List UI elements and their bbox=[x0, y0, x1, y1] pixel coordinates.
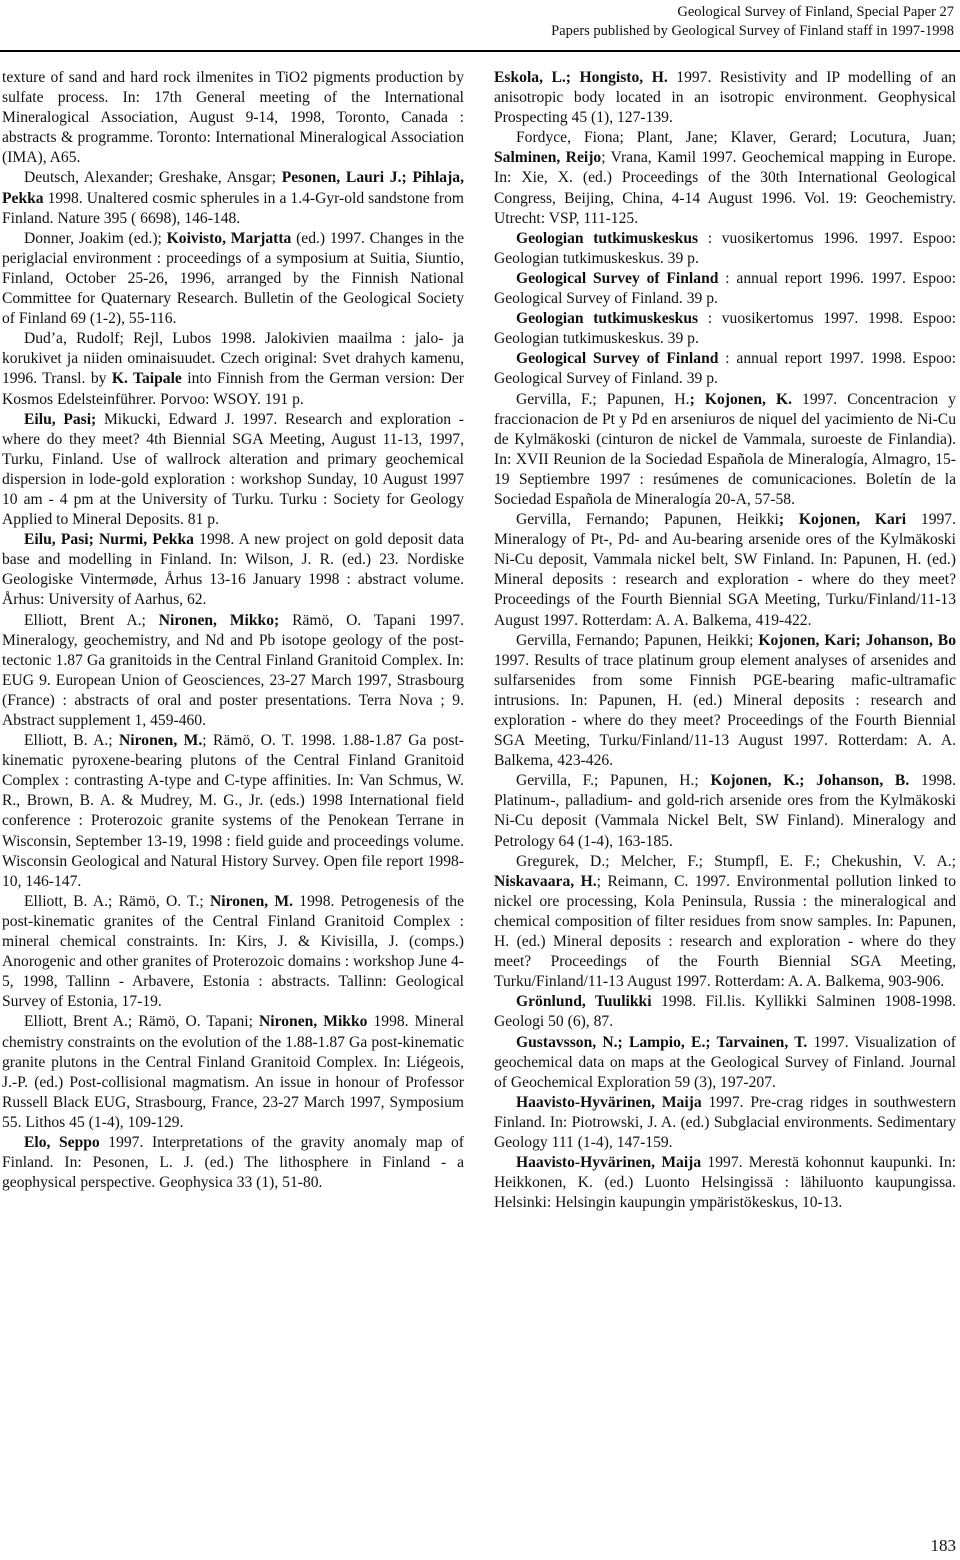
reference-text: : vuosikertomus 1996. 1997. Espoo: Geologian tutkimuskeskus. 39 p. bbox=[494, 229, 957, 267]
reference-text: 1997. Resistivity and IP modelling of an anisotropic body located in an isotropic environment. Geophysical Prospecting 45 (1), 127-139. bbox=[494, 69, 956, 127]
author-name: Haavisto-Hyvärinen, Maija bbox=[516, 1154, 702, 1172]
author-name: Nironen, M. bbox=[209, 892, 294, 910]
reference-text: 1997. Results of trace platinum group element analyses of arsenides and sulfarsenides from some Finnish PGE-bearing mafic-ultramafic intrusions. In: Papunen, H. (ed.) Mineral deposits : research and exploration - where do they meet? Proceedings of the Fourth Biennial SGA Meeting, Turku/Finland/11-13 August 1997. Rotterdam: A. A. Balkema, 423-426. bbox=[494, 651, 956, 770]
reference-entry bbox=[2, 1133, 464, 1193]
page-number: 183 bbox=[930, 1536, 956, 1555]
author-name: Nironen, Mikko bbox=[259, 1013, 368, 1031]
author-name: Gustavsson, N.; Lampio, E.; Tarvainen, T. bbox=[516, 1033, 808, 1051]
reference-text: Fordyce, Fiona; Plant, Jane; Klaver, Gerard; Locutura, Juan; bbox=[516, 129, 956, 147]
reference-text: 1997. Merestä kohonnut kaupunki. In: Heikkonen, K. (ed.) Luonto Helsingissä : lähiluonto kaupungissa. Helsinki: Helsingin kaupungin ympäristökeskus, 10-13. bbox=[494, 1154, 956, 1212]
header-subtitle: Papers published by Geological Survey of Finland staff in 1997-1998 bbox=[551, 23, 954, 39]
reference-text: Gregurek, D.; Melcher, F.; Stumpfl, E. F.; Chekushin, V. A.; bbox=[516, 852, 956, 870]
reference-text: Gervilla, Fernando; Papunen, Heikki bbox=[516, 511, 779, 529]
reference-entry bbox=[494, 510, 956, 631]
reference-entry bbox=[2, 329, 464, 409]
reference-entry bbox=[2, 611, 464, 732]
reference-text: : annual report 1996. 1997. Espoo: Geological Survey of Finland. 39 p. bbox=[494, 269, 956, 308]
author-name: Kojonen, Kari; Johanson, Bo bbox=[758, 631, 956, 649]
reference-entry bbox=[494, 1153, 956, 1213]
reference-entry bbox=[2, 530, 464, 610]
reference-text: : vuosikertomus 1997. 1998. Espoo: Geologian tutkimuskeskus. 39 p. bbox=[494, 310, 957, 348]
reference-text: Elliott, B. A.; Rämö, O. T.; bbox=[24, 892, 210, 910]
running-header bbox=[551, 3, 954, 41]
author-name: Nironen, Mikko; bbox=[158, 611, 280, 629]
reference-entry bbox=[2, 229, 464, 329]
reference-entry bbox=[2, 892, 464, 1013]
reference-entry bbox=[494, 1033, 956, 1093]
reference-entry bbox=[494, 309, 956, 349]
author-name: Eskola, L.; Hongisto, H. bbox=[494, 69, 668, 86]
author-name: Geologian tutkimuskeskus bbox=[516, 310, 699, 328]
author-name: Geologian tutkimuskeskus bbox=[516, 229, 699, 247]
author-name: ; Kojonen, K. bbox=[689, 390, 792, 408]
author-name: Elo, Seppo bbox=[24, 1133, 100, 1151]
author-name: Pesonen, Lauri J.; Pihlaja, Pekka bbox=[2, 169, 464, 207]
reference-entry bbox=[2, 168, 464, 228]
reference-text: 1998. Fil.lis. Kyllikki Salminen 1908-1998. Geologi 50 (6), 87. bbox=[494, 993, 957, 1031]
reference-text: Dud’a, Rudolf; Rejl, Lubos 1998. Jalokivien maailma : jalo- ja korukivet ja niiden ominaisuudet. Czech original: Svet drahych kamenu, 1996. Transl. by bbox=[2, 330, 464, 388]
reference-text: 1997. Interpretations of the gravity anomaly map of Finland. In: Pesonen, L. J. (ed.) The lithosphere in Finland - a geophysical perspective. Geophysica 33 (1), 51-80. bbox=[2, 1133, 464, 1192]
reference-entry bbox=[494, 68, 956, 128]
reference-entry bbox=[494, 229, 956, 269]
reference-text: Elliott, B. A.; bbox=[24, 732, 120, 750]
author-name: Geological Survey of Finland bbox=[516, 350, 719, 368]
reference-entry bbox=[2, 410, 464, 531]
author-name: Eilu, Pasi; bbox=[24, 410, 97, 428]
reference-text: into Finnish from the German version: Der Kosmos Edelsteinführer. Porvoo: WSOY. 191 p. bbox=[2, 370, 465, 408]
header-series-title: Geological Survey of Finland, Special Paper 27 bbox=[677, 4, 954, 20]
reference-text: Gervilla, F.; Papunen, H.; bbox=[516, 772, 711, 790]
left-column bbox=[2, 68, 464, 1193]
reference-text: Mikucki, Edward J. 1997. Research and exploration - where do they meet? 4th Biennial SGA Meeting, August 11-13, 1997, Turku, Finland. Use of wallrock alteration and primary geochemical dispersion in lode-gold exploration : workshop Sunday, 10 August 1997 10 am - 4 pm at the University of Turku. Turku : Society for Geology Applied to Mineral Deposits. 81 p. bbox=[2, 410, 464, 529]
reference-entry bbox=[494, 390, 956, 511]
reference-text: ; Vrana, Kamil 1997. Geochemical mapping in Europe. In: Xie, X. (ed.) Proceedings of the 30th International Geological Congress, Beijing, China, 4-14 August 1996. Vol. 19: Geochemistry. Utrecht: VSP, 111-125. bbox=[494, 149, 956, 227]
reference-text: ; Rämö, O. T. 1998. 1.88-1.87 Ga post-kinematic pyroxene-bearing plutons of the Central Finland Granitoid Complex : contrasting A-type and C-type affinities. In: Van Schmus, W. R., Brown, B. A. & Mudrey, M. G., Jr. (eds.) 1998 International field conference : Proterozoic granite systems of the Penokean Terrane in Wisconsin, September 13-19, 1998 : field guide and proceedings volume. Wisconsin Geological and Natural History Survey. Open file report 1998-10, 146-147. bbox=[2, 732, 464, 890]
author-name: Nironen, M. bbox=[119, 732, 203, 750]
author-name: Haavisto-Hyvärinen, Maija bbox=[516, 1093, 702, 1111]
reference-entry bbox=[494, 631, 956, 772]
reference-text: Rämö, O. Tapani 1997. Mineralogy, geochemistry, and Nd and Pb isotope geology of the post-tectonic 1.87 Ga granitoids in the Central Finland Granitoid Complex. In: EUG 9. European Union of Geosciences, 23-27 March 1997, Strasbourg (France) : abstracts of oral and poster presentations. Terra Nova ; 9. Abstract supplement 1, 459-460. bbox=[2, 611, 464, 729]
author-name: Salminen, Reijo bbox=[494, 149, 602, 167]
reference-entry bbox=[2, 731, 464, 892]
reference-entry bbox=[494, 992, 956, 1032]
reference-text: texture of sand and hard rock ilmenites in TiO2 pigments production by sulfate process. In: 17th General meeting of the International Mineralogical Association, August 9-14, 1998, Toronto, Canada : abstracts & programme. Toronto: International Mineralogical Association (IMA), A65. bbox=[2, 69, 464, 167]
reference-text: Elliott, Brent A.; Rämö, O. Tapani; bbox=[24, 1013, 259, 1031]
reference-entry bbox=[494, 269, 956, 309]
author-name: Niskavaara, H. bbox=[494, 872, 597, 890]
reference-text: Elliott, Brent A.; bbox=[24, 611, 159, 629]
right-column bbox=[494, 68, 956, 1213]
reference-entry bbox=[494, 771, 956, 851]
reference-entry bbox=[494, 128, 956, 228]
reference-text: 1997. Mineralogy of Pt-, Pd- and Au-bearing arsenide ores of the Kylmäkoski Ni-Cu deposit, Vammala nickel belt, SW Finland. In: Papunen, H. (ed.) Mineral deposits : research and exploration - where do they meet? Proceedings of the Fourth Biennial SGA Meeting, Turku/Finland/11-13 August 1997. Rotterdam: A. A. Balkema, 419-422. bbox=[494, 511, 956, 629]
reference-text: Gervilla, Fernando; Papunen, Heikki; bbox=[516, 631, 759, 649]
reference-text: 1998. Mineral chemistry constraints on the evolution of the 1.88-1.87 Ga post-kinematic granite plutons in the Central Finland Granitoid Complex. In: Liégeois, J.-P. (ed.) Post-collisional magmatism. An issue in honour of Professor Russell Black EUG, Strasbourg, France, 23-27 March 1997, Symposium 55. Lithos 45 (1-4), 109-129. bbox=[2, 1013, 464, 1131]
reference-text: (ed.) 1997. Changes in the periglacial environment : proceedings of a symposium at Suitia, Siuntio, Finland, October 25-26, 1996, arranged by the Finnish National Committee for Quaternary Research. Bulletin of the Geological Society of Finland 69 (1-2), 55-116. bbox=[2, 229, 464, 328]
reference-text: Donner, Joakim (ed.); bbox=[24, 229, 167, 247]
author-name: ; Kojonen, Kari bbox=[778, 511, 907, 529]
header-rule bbox=[0, 50, 960, 52]
reference-text: 1998. Petrogenesis of the post-kinematic granites of the Central Finland Granitoid Complex : mineral chemical constraints. In: Kirs, J. & Kivisilla, J. (comps.) Anorogenic and other granites of Proterozoic domains : workshop June 4-5, 1998, Tallinn - Arbavere, Estonia : abstracts. Tallinn: Geological Survey of Estonia, 17-19. bbox=[2, 892, 465, 1011]
author-name: Koivisto, Marjatta bbox=[166, 229, 292, 247]
author-name: K. Taipale bbox=[111, 370, 182, 388]
reference-entry bbox=[2, 68, 464, 168]
reference-entry bbox=[494, 1093, 956, 1153]
reference-text: : annual report 1997. 1998. Espoo: Geological Survey of Finland. 39 p. bbox=[494, 350, 956, 388]
author-name: Kojonen, K.; Johanson, B. bbox=[710, 772, 910, 790]
reference-text: 1997. Visualization of geochemical data on maps at the Geological Survey of Finland. Journal of Geochemical Exploration 59 (3), 197-207. bbox=[494, 1033, 956, 1091]
reference-text: 1998. A new project on gold deposit data base and modelling in Finland. In: Wilson, J. R. (ed.) 23. Nordiske Geologiske Vintermøde, Århus 13-16 January 1998 : abstract volume. Århus: University of Aarhus, 62. bbox=[2, 531, 465, 609]
author-name: Geological Survey of Finland bbox=[516, 269, 719, 287]
reference-text: 1997. Pre-crag ridges in southwestern Finland. In: Piotrowski, J. A. (ed.) Subglacial environments. Sedimentary Geology 111 (1-4), 147-159. bbox=[494, 1093, 956, 1151]
author-name: Grönlund, Tuulikki bbox=[516, 993, 652, 1011]
reference-text: Deutsch, Alexander; Greshake, Ansgar; bbox=[24, 169, 282, 187]
reference-text: 1997. Concentracion y fraccionacion de Pt y Pd en arseniuros de niquel del yacimiento de Ni-Cu de Kylmäkoski (cinturon de nickel de Vammala, suroeste de Finlandia). In: XVII Reunion de la Sociedad Española de Mineralogía, Almagro, 15-19 Septiembre 1997 : resúmenes de comunicaciones. Boletín de la Sociedad Española de Mineralogía 20-A, 57-58. bbox=[494, 390, 956, 508]
author-name: Eilu, Pasi; Nurmi, Pekka bbox=[24, 531, 194, 549]
reference-entry bbox=[494, 852, 956, 993]
reference-text: 1998. Unaltered cosmic spherules in a 1.4-Gyr-old sandstone from Finland. Nature 395 ( 6698), 146-148. bbox=[2, 189, 464, 227]
reference-text: ; Reimann, C. 1997. Environmental pollution linked to nickel ore processing, Kola Peninsula, Russia : the mineralogical and chemical composition of filter residues from snow samples. In: Papunen, H. (ed.) Mineral deposits : research and exploration - where do they meet? Proceedings of the Fourth Biennial SGA Meeting, Turku/Finland/11-13 August 1997. Rotterdam: A. A. Balkema, 903-906. bbox=[494, 872, 956, 991]
reference-entry bbox=[494, 349, 956, 389]
reference-text: 1998. Platinum-, palladium- and gold-rich arsenide ores from the Kylmäkoski Ni-Cu deposit (Vammala Nickel Belt, SW Finland). Mineralogy and Petrology 64 (1-4), 163-185. bbox=[494, 772, 956, 850]
reference-text: Gervilla, F.; Papunen, H. bbox=[516, 390, 690, 408]
reference-entry bbox=[2, 1012, 464, 1133]
